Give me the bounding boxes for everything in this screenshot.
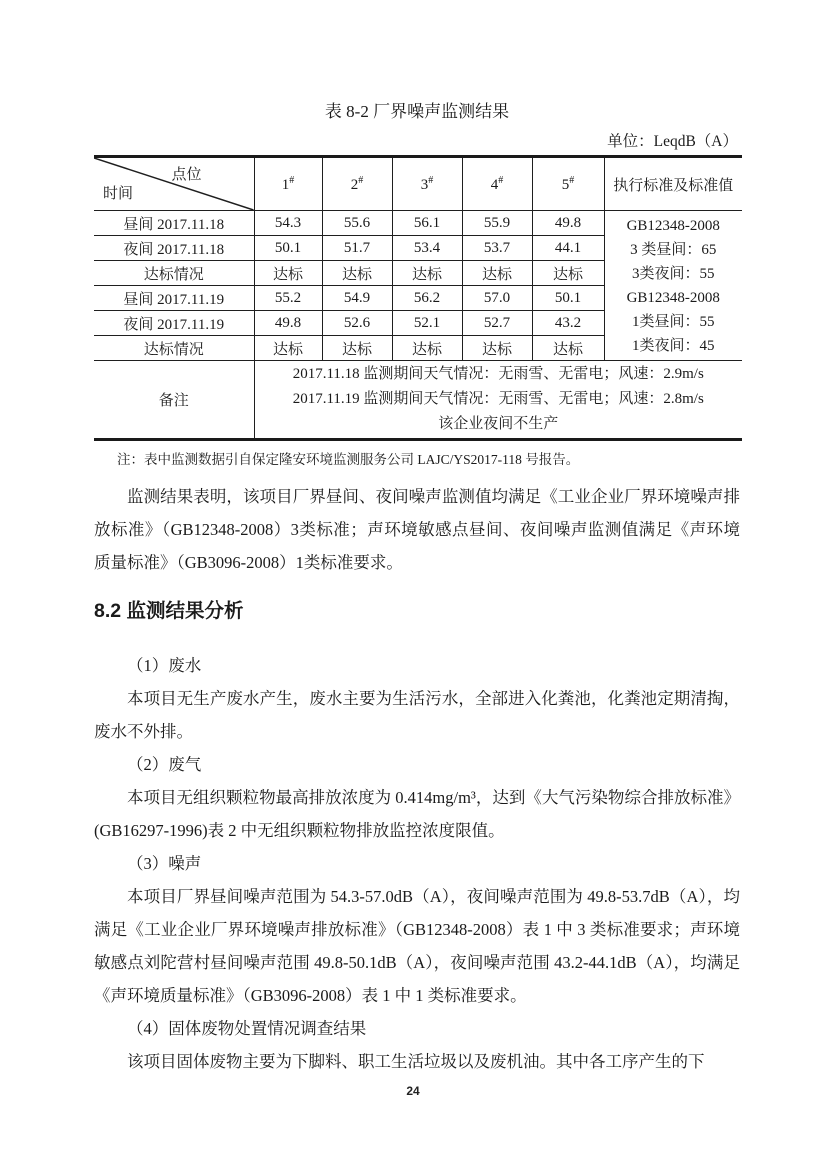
noise-value-cell: 50.1: [532, 286, 604, 311]
body-paragraph: 本项目厂界昼间噪声范围为 54.3-57.0dB（A），夜间噪声范围为 49.8-53.7dB（A），均满足《工业企业厂界环境噪声排放标准》（GB12348-2008）表 1 中 3 类标准要求；声环境敏感点刘陀营村昼间噪声范围 49.8-50.1dB（A），夜间噪声范围 43.2-44.1dB（A），均满足《声环境质量标准》（GB3096-2008）表 1 中 1 类标准要求。: [94, 887, 740, 1005]
noise-value-cell: 55.6: [322, 211, 392, 236]
unit-label: 单位：LeqdB（A）: [607, 133, 738, 150]
remark-line: 2017.11.18 监测期间天气情况：无雨雪、无雷电；风速：2.9m/s: [292, 366, 704, 382]
noise-value-cell: 43.2: [532, 311, 604, 336]
point-column-header-4: 4#: [462, 157, 532, 211]
noise-value-cell: 57.0: [462, 286, 532, 311]
noise-value-cell: 54.9: [322, 286, 392, 311]
noise-value-cell: 44.1: [532, 236, 604, 261]
noise-value-cell: 达标: [254, 336, 322, 361]
corner-label-time: 时间: [103, 186, 134, 202]
noise-value-cell: 52.1: [392, 311, 462, 336]
noise-value-cell: 55.9: [462, 211, 532, 236]
body-paragraph: （2）废气: [127, 755, 202, 774]
standard-line: GB12348-2008: [626, 217, 720, 234]
content-column: [94, 0, 740, 1078]
noise-value-cell: 55.2: [254, 286, 322, 311]
body-paragraph: 本项目无组织颗粒物最高排放浓度为 0.414mg/m³，达到《大气污染物综合排放标准》(GB16297-1996)表 2 中无组织颗粒物排放监控浓度限值。: [94, 788, 740, 840]
noise-value-cell: 53.4: [392, 236, 462, 261]
standard-line: 3 类昼间：65: [630, 241, 717, 258]
noise-value-cell: 49.8: [254, 311, 322, 336]
point-column-header-2: 2#: [322, 157, 392, 211]
noise-value-cell: 达标: [532, 336, 604, 361]
row-label: 昼间 2017.11.19: [94, 286, 254, 311]
standard-line: 1类昼间：55: [631, 313, 715, 330]
standard-values-cell: [604, 211, 742, 361]
body-paragraph: （4）固体废物处置情况调查结果: [127, 1019, 367, 1038]
intro-paragraph: 监测结果表明，该项目厂界昼间、夜间噪声监测值均满足《工业企业厂界环境噪声排放标准》（GB12348-2008）3类标准；声环境敏感点昼间、夜间噪声监测值满足《声环境质量标准》（GB3096-2008）1类标准要求。: [94, 487, 740, 572]
standard-line: 1类夜间：45: [631, 337, 715, 354]
body-paragraph: 该项目固体废物主要为下脚料、职工生活垃圾以及废机油。其中各工序产生的下: [127, 1052, 705, 1071]
noise-monitoring-table: [94, 155, 742, 441]
table-footnote: 注：表中监测数据引自保定隆安环境监测服务公司 LAJC/YS2017-118 号报告。: [117, 452, 580, 467]
noise-value-cell: 达标: [392, 336, 462, 361]
standard-header: 执行标准及标准值: [604, 157, 742, 211]
noise-value-cell: 达标: [322, 336, 392, 361]
remark-content: [254, 361, 742, 440]
section-heading: 8.2 监测结果分析: [94, 600, 244, 622]
remark-line: 该企业夜间不生产: [438, 416, 559, 432]
noise-value-cell: 56.2: [392, 286, 462, 311]
noise-value-cell: 52.6: [322, 311, 392, 336]
noise-value-cell: 达标: [392, 261, 462, 286]
point-column-header-3: 3#: [392, 157, 462, 211]
noise-value-cell: 56.1: [392, 211, 462, 236]
noise-value-cell: 50.1: [254, 236, 322, 261]
noise-value-cell: 达标: [532, 261, 604, 286]
page-number: 24: [406, 1084, 420, 1098]
corner-header-cell: [94, 157, 254, 211]
remark-line: 2017.11.19 监测期间天气情况：无雨雪、无雷电；风速：2.8m/s: [292, 391, 704, 407]
row-label: 昼间 2017.11.18: [94, 211, 254, 236]
noise-value-cell: 达标: [254, 261, 322, 286]
noise-value-cell: 达标: [322, 261, 392, 286]
row-label: 夜间 2017.11.19: [94, 311, 254, 336]
noise-value-cell: 53.7: [462, 236, 532, 261]
row-label: 达标情况: [94, 261, 254, 286]
corner-label-point: 点位: [171, 167, 202, 183]
noise-value-cell: 51.7: [322, 236, 392, 261]
noise-value-cell: 49.8: [532, 211, 604, 236]
body-paragraph: 本项目无生产废水产生，废水主要为生活污水，全部进入化粪池，化粪池定期清掏，废水不外排。: [94, 689, 740, 741]
row-label: 夜间 2017.11.18: [94, 236, 254, 261]
noise-value-cell: 52.7: [462, 311, 532, 336]
standard-line: 3类夜间：55: [631, 265, 715, 282]
noise-value-cell: 54.3: [254, 211, 322, 236]
body-paragraph: （3）噪声: [127, 854, 202, 873]
point-column-header-1: 1#: [254, 157, 322, 211]
point-column-header-5: 5#: [532, 157, 604, 211]
table-title: 表 8-2 厂界噪声监测结果: [324, 102, 510, 121]
body-paragraph: （1）废水: [127, 656, 202, 675]
remark-label: 备注: [94, 361, 254, 440]
row-label: 达标情况: [94, 336, 254, 361]
noise-value-cell: 达标: [462, 336, 532, 361]
standard-line: GB12348-2008: [626, 289, 720, 306]
noise-value-cell: 达标: [462, 261, 532, 286]
